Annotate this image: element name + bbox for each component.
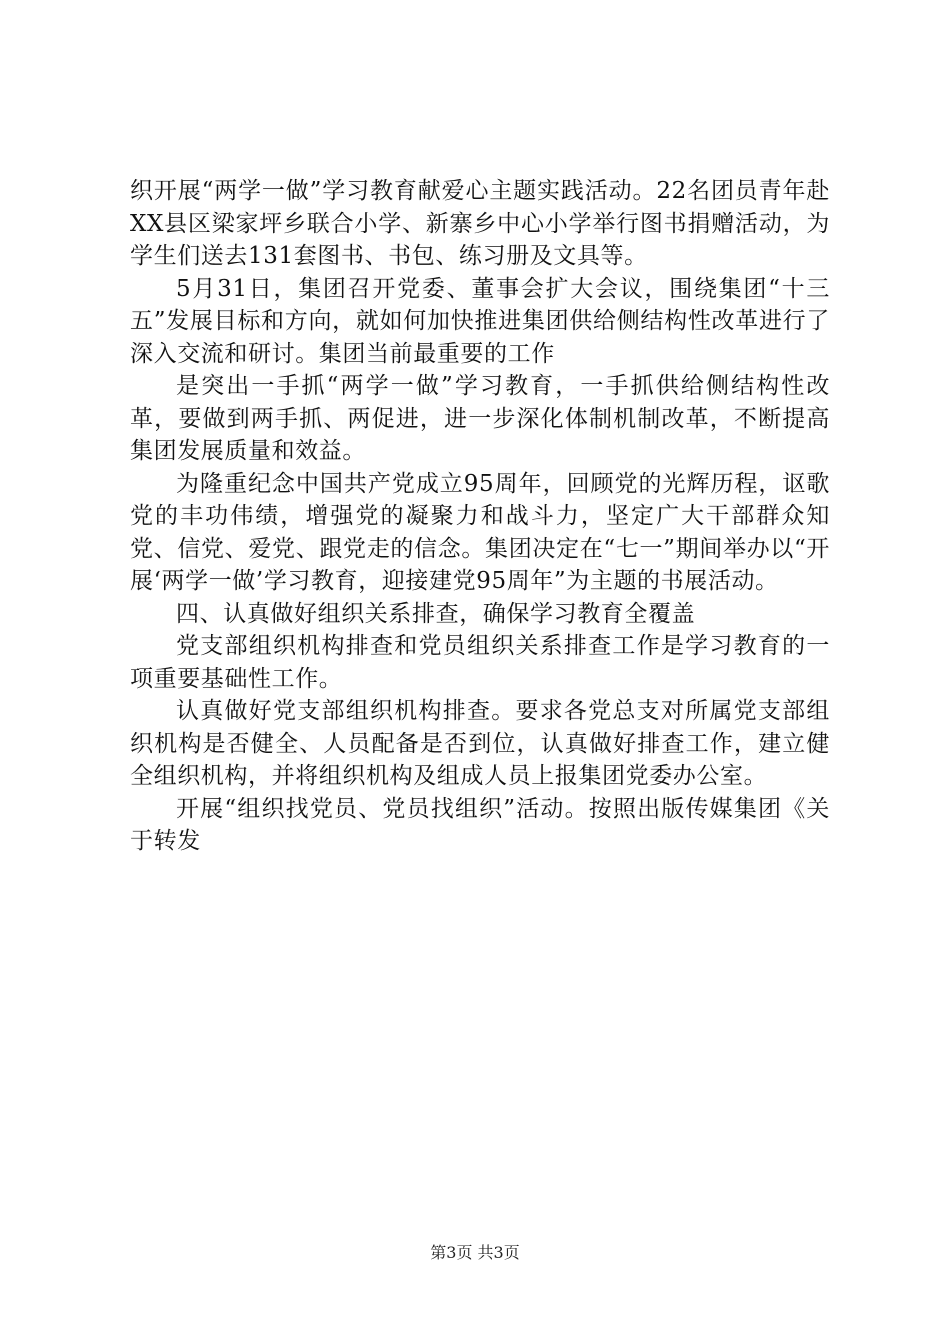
paragraph-branch-check: 认真做好党支部组织机构排查。要求各党总支对所属党支部组织机构是否健全、人员配备是否到位，认真做好排查工作，建立健全组织机构，并将组织机构及组成人员上报集团党委办公室。: [130, 698, 830, 789]
paragraph-meeting: 5月31日，集团召开党委、董事会扩大会议，围绕集团“十三五”发展目标和方向，就如何加快推进集团供给侧结构性改革进行了深入交流和研讨。集团当前最重要的工作: [130, 275, 830, 367]
page-number-footer: 第3页 共3页: [430, 1243, 520, 1262]
paragraph-investigation: 党支部组织机构排查和党员组织关系排查工作是学习教育的一项重要基础性工作。: [130, 633, 830, 692]
paragraph-continuation: 织开展“两学一做”学习教育献爱心主题实践活动。22名团员青年赴XX县区梁家坪乡联合小学、新寨乡中心小学举行图书捐赠活动，为学生们送去131套图书、书包、练习册及文具等。: [130, 178, 830, 269]
section-heading: 四、认真做好组织关系排查，确保学习教育全覆盖: [176, 600, 696, 627]
document-body: [130, 175, 830, 858]
paragraph-find-members: 开展“组织找党员、党员找组织”活动。按照出版传媒集团《关于转发: [130, 795, 830, 854]
paragraph-anniversary: 为隆重纪念中国共产党成立95周年，回顾党的光辉历程，讴歌党的丰功伟绩，增强党的凝聚力和战斗力，坚定广大干部群众知党、信党、爱党、跟党走的信念。集团决定在“七一”期间举办以“开展‘两学一做’学习教育，迎接建党95周年”为主题的书展活动。: [130, 470, 830, 594]
paragraph-key-work: 是突出一手抓“两学一做”学习教育，一手抓供给侧结构性改革，要做到两手抓、两促进，进一步深化体制机制改革，不断提高集团发展质量和效益。: [130, 373, 830, 464]
